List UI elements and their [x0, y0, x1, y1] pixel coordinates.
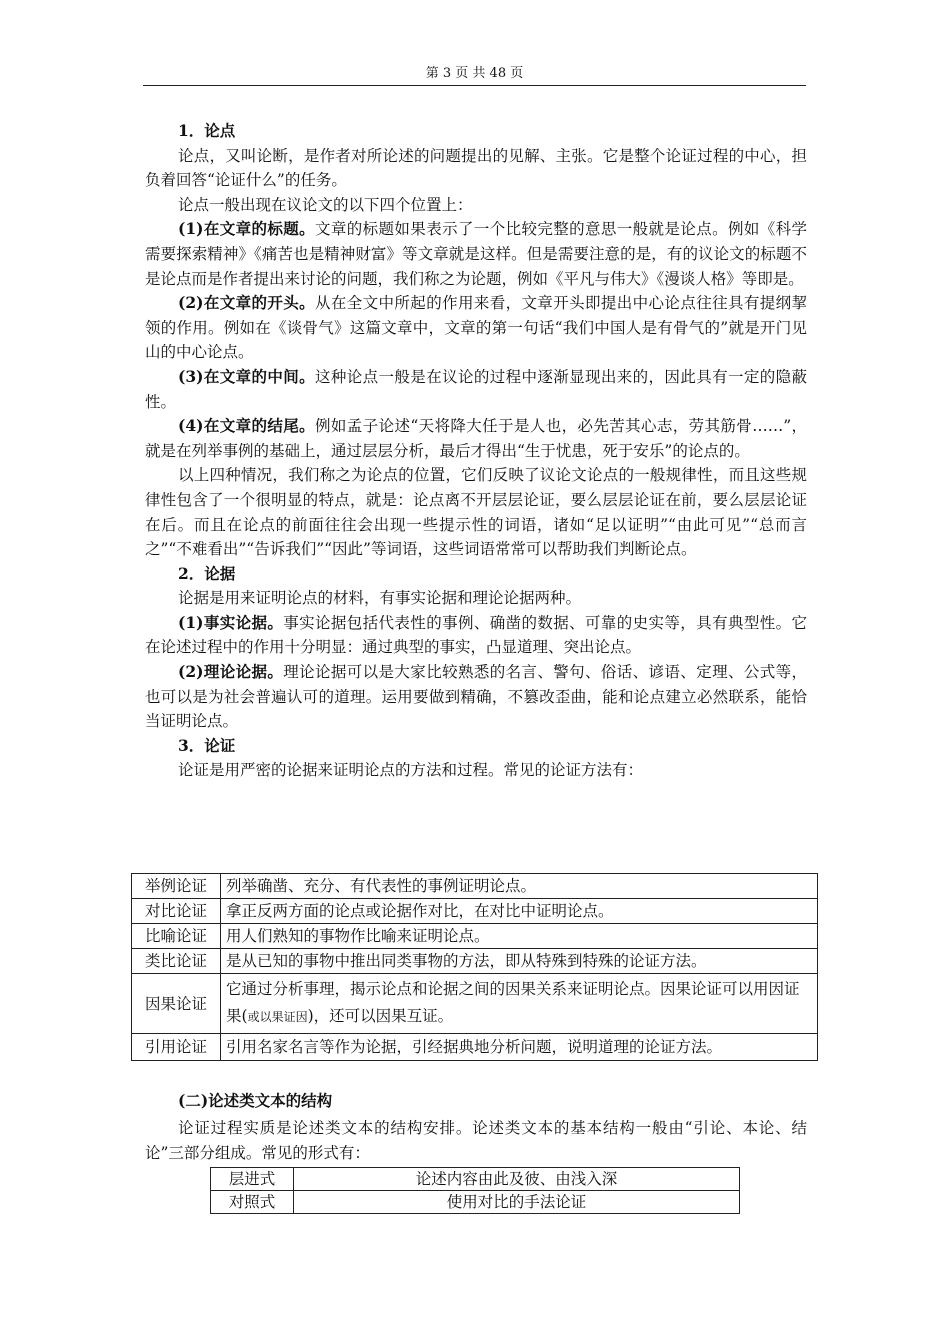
paragraph-label: (1)事实论据。: [178, 612, 284, 632]
table-row: [132, 1034, 818, 1061]
table-row: [132, 874, 818, 899]
method-name: 对比论证: [132, 899, 221, 924]
method-desc: 列举确凿、充分、有代表性的事例证明论点。: [221, 874, 818, 899]
paragraph-label: (4)在文章的结尾。: [178, 416, 316, 436]
paragraph: (3)在文章的中间。这种论点一般是在议论的过程中逐渐显现出来的，因此具有一定的隐蔽性。: [145, 366, 807, 411]
paragraph: 以上四种情况，我们称之为论点的位置，它们反映了议论文论点的一般规律性，而且这些规律性包含了一个很明显的特点，就是：论点离不开层层论证，要么层层论证在前，要么层层论证在后。而且在论点的前面往往会出现一些提示性的词语，诸如“足以证明”“由此可见”“总而言之”“不难看出”“告诉我们”“因此”等词语，这些词语常常可以帮助我们判断论点。: [145, 466, 807, 559]
paragraph-label: (3)在文章的中间。: [178, 366, 316, 386]
form-name: 对照式: [211, 1191, 294, 1214]
form-desc: 论述内容由此及彼、由浅入深: [294, 1168, 740, 1191]
methods-table: [131, 873, 818, 1061]
paragraph-label: (2)在文章的开头。: [178, 293, 316, 313]
page-number: 第 3 页 共 48 页: [425, 66, 524, 81]
paragraph: 论证过程实质是论述类文本的结构安排。论述类文本的基本结构一般由“引论、本论、结论”三部分组成。常见的形式有：: [145, 1119, 807, 1162]
paragraph: (1)事实论据。事实论据包括代表性的事例、确凿的数据、可靠的史实等，具有典型性。它在论述过程中的作用十分明显：通过典型的事实，凸显道理、突出论点。: [145, 612, 807, 657]
section-title-structure: (二)论述类文本的结构: [178, 1091, 333, 1110]
form-name: 层进式: [211, 1168, 294, 1191]
paragraph: 论证是用严密的论据来证明论点的方法和过程。常见的论证方法有：: [178, 761, 644, 780]
section-title-evidence: 2．论据: [178, 563, 236, 583]
paragraph: (1)在文章的标题。文章的标题如果表示了一个比较完整的意思一般就是论点。例如《科学需要探索精神》《痛苦也是精神财富》等文章就是这样。但是需要注意的是，有的议论文的标题不是论点而是作者提出来讨论的问题，我们称之为论题，例如《平凡与伟大》《漫谈人格》等即是。: [145, 219, 807, 288]
method-name: 类比论证: [132, 949, 221, 974]
form-desc: 使用对比的手法论证: [294, 1191, 740, 1214]
method-name: 比喻论证: [132, 924, 221, 949]
paragraph: (2)在文章的开头。从在全文中所起的作用来看，文章开头即提出中心论点往往具有提纲挈领的作用。例如在《谈骨气》这篇文章中，文章的第一句话“我们中国人是有骨气的”就是开门见山的中心论点。: [145, 293, 807, 362]
table-row: [132, 974, 818, 1034]
paragraph: 论点一般出现在议论文的以下四个位置上：: [178, 195, 473, 214]
table-row: [211, 1191, 740, 1214]
structure-forms-table: [210, 1167, 740, 1214]
paragraph: 论点，又叫论断，是作者对所论述的问题提出的见解、主张。它是整个论证过程的中心，担负着回答“论证什么”的任务。: [145, 146, 807, 190]
method-desc: 用人们熟知的事物作比喻来证明论点。: [221, 924, 818, 949]
method-desc: 引用名家名言等作为论据，引经据典地分析问题，说明道理的论证方法。: [221, 1034, 818, 1061]
main-content: [145, 119, 807, 783]
method-name: 举例论证: [132, 874, 221, 899]
method-desc: 它通过分析事理，揭示论点和论据之间的因果关系来证明论点。因果论证可以用因证果(或以果证因)，还可以因果互证。: [221, 974, 818, 1034]
section-title-reasoning: 3．论证: [178, 735, 236, 755]
method-desc: 拿正反两方面的论点或论据作对比，在对比中证明论点。: [221, 899, 818, 924]
paragraph-label: (1)在文章的标题。: [178, 219, 316, 239]
table-row: [211, 1168, 740, 1191]
table-row: [132, 949, 818, 974]
paragraph-label: (2)理论论据。: [178, 662, 284, 682]
page-header: [143, 64, 806, 86]
section-title-argument: 1．论点: [178, 121, 236, 140]
paragraph: (4)在文章的结尾。例如孟子论述“天将降大任于是人也，必先苦其心志，劳其筋骨……”，就是在列举事例的基础上，通过层层分析，最后才得出“生于忧患，死于安乐”的论点的。: [145, 416, 808, 460]
table-row: [132, 899, 818, 924]
paragraph: 论据是用来证明论点的材料，有事实论据和理论论据两种。: [178, 589, 582, 608]
small-note: 或以果证因: [247, 1010, 308, 1024]
method-name: 引用论证: [132, 1034, 221, 1061]
paragraph: (2)理论论据。理论论据可以是大家比较熟悉的名言、警句、俗话、谚语、定理、公式等，也可以是为社会普遍认可的道理。运用要做到精确，不篡改歪曲，能和论点建立必然联系，能恰当证明论点。: [145, 662, 807, 731]
method-desc: 是从已知的事物中推出同类事物的方法，即从特殊到特殊的论证方法。: [221, 949, 818, 974]
table-row: [132, 924, 818, 949]
method-name: 因果论证: [132, 974, 221, 1034]
